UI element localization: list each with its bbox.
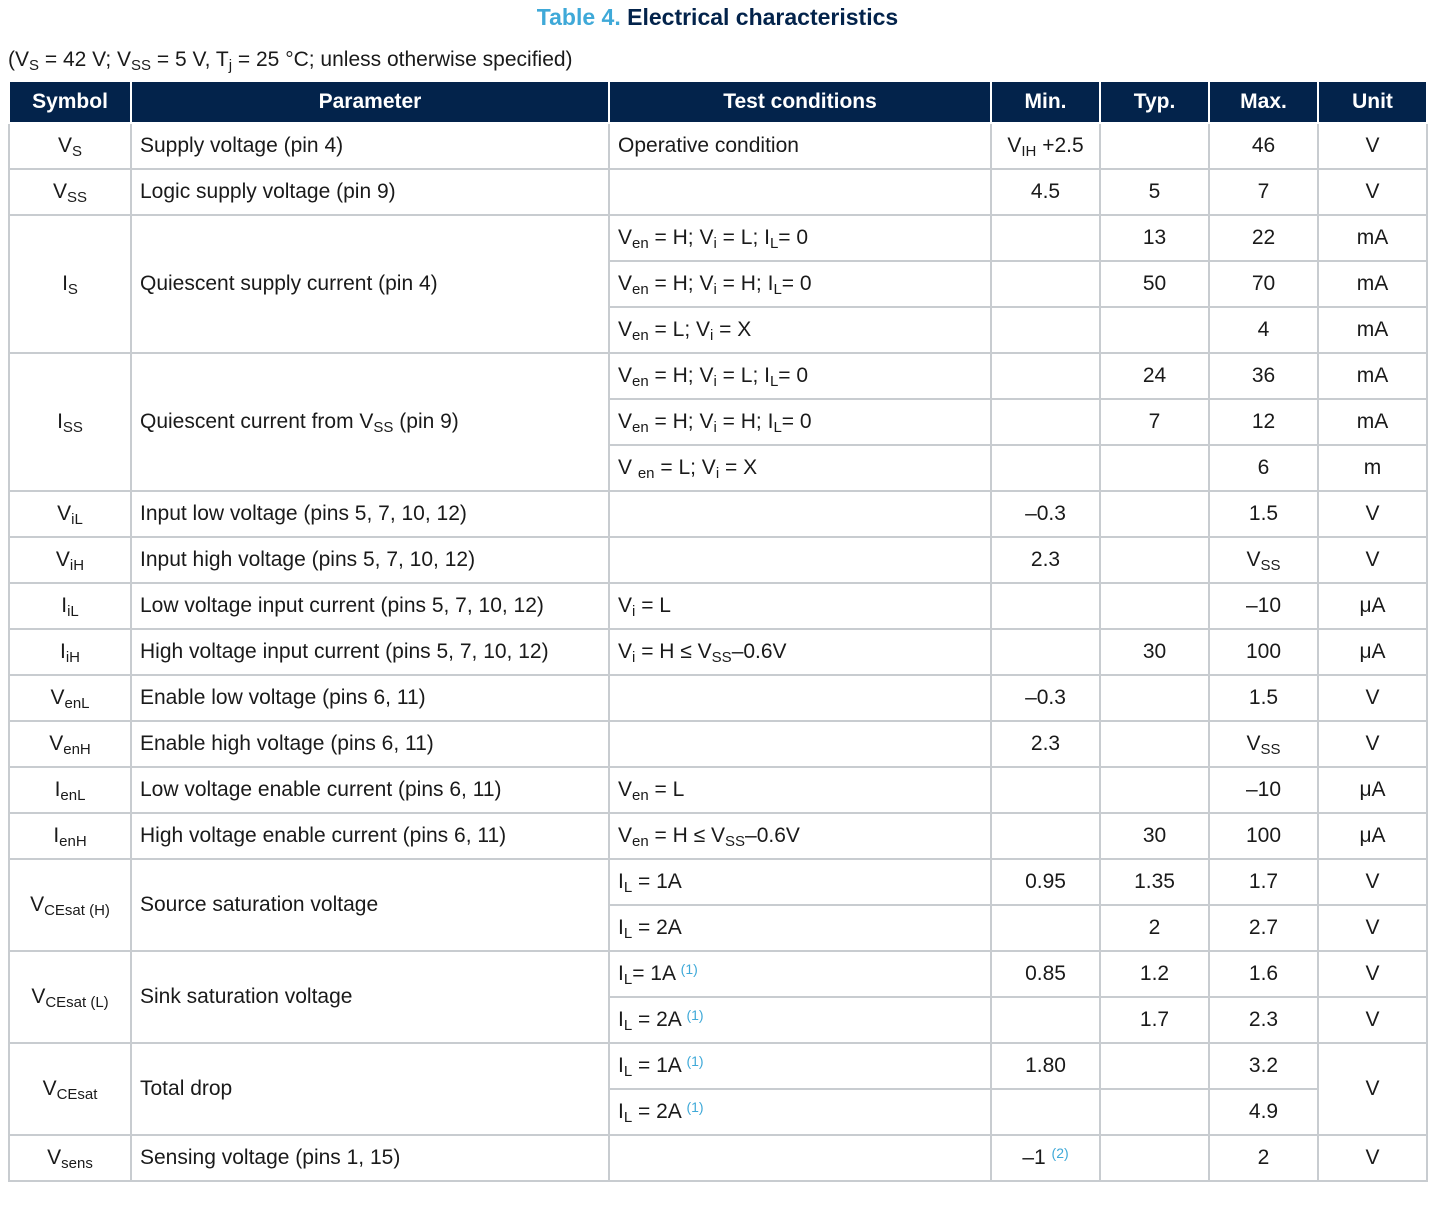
unit-cell: V <box>1318 951 1427 997</box>
header-test-conditions: Test conditions <box>609 81 991 123</box>
parameter-cell: Source saturation voltage <box>131 859 609 951</box>
electrical-characteristics-table <box>8 80 1428 1182</box>
table-number: Table 4. <box>536 4 621 30</box>
test-conditions-cell <box>609 675 991 721</box>
test-conditions-cell <box>609 537 991 583</box>
max-cell: 2.3 <box>1209 997 1318 1043</box>
typ-cell <box>1100 445 1209 491</box>
min-cell <box>991 905 1100 951</box>
typ-cell: 50 <box>1100 261 1209 307</box>
min-cell: –0.3 <box>991 491 1100 537</box>
test-conditions-cell: $I_L = 2A$ $^{(1)}$ <box>609 1089 991 1135</box>
symbol-cell: $V_S$ <box>9 123 131 169</box>
table-row <box>9 123 1427 169</box>
unit-cell: mA <box>1318 399 1427 445</box>
test-conditions-cell: $I_L = 2A$ $^{(1)}$ <box>609 997 991 1043</box>
unit-cell: m <box>1318 445 1427 491</box>
parameter-cell: Low voltage input current (pins 5, 7, 10, 12) <box>131 583 609 629</box>
unit-cell: μA <box>1318 629 1427 675</box>
test-conditions-cell <box>609 169 991 215</box>
min-cell: –0.3 <box>991 675 1100 721</box>
unit-cell: V <box>1318 1135 1427 1181</box>
table-row <box>9 583 1427 629</box>
test-conditions-cell: $V_{en} = H$; $V_i = H$; $I_L= 0$ <box>609 399 991 445</box>
test-conditions-cell: $V_{en} = H$; $V_i = H$; $I_L= 0$ <box>609 261 991 307</box>
unit-cell: V <box>1318 859 1427 905</box>
symbol-cell: $I_{SS}$ <box>9 353 131 491</box>
typ-cell <box>1100 1043 1209 1089</box>
test-conditions-cell: $V_i = H \le V_{SS}-0.6V$ <box>609 629 991 675</box>
test-conditions-note: ($V_S = 42$ V; $V_{SS} = 5$ V, $T_j = 25$ °C; unless otherwise specified) <box>8 48 573 74</box>
typ-cell: 13 <box>1100 215 1209 261</box>
min-cell <box>991 629 1100 675</box>
header-min: Min. <box>991 81 1100 123</box>
parameter-cell: Logic supply voltage (pin 9) <box>131 169 609 215</box>
symbol-cell: $V_{CEsat}$ <box>9 1043 131 1135</box>
table-row <box>9 675 1427 721</box>
max-cell: 2.7 <box>1209 905 1318 951</box>
max-cell: 46 <box>1209 123 1318 169</box>
typ-cell <box>1100 1135 1209 1181</box>
max-cell: 4 <box>1209 307 1318 353</box>
typ-cell: 1.7 <box>1100 997 1209 1043</box>
parameter-cell: Quiescent supply current (pin 4) <box>131 215 609 353</box>
unit-cell: V <box>1318 997 1427 1043</box>
table-row <box>9 813 1427 859</box>
table-row <box>9 215 1427 261</box>
test-conditions-cell: $V_i = L$ <box>609 583 991 629</box>
typ-cell <box>1100 123 1209 169</box>
typ-cell <box>1100 721 1209 767</box>
max-cell: 1.7 <box>1209 859 1318 905</box>
max-cell: 4.9 <box>1209 1089 1318 1135</box>
parameter-cell: Sensing voltage (pins 1, 15) <box>131 1135 609 1181</box>
parameter-cell: Sink saturation voltage <box>131 951 609 1043</box>
test-conditions-cell <box>609 721 991 767</box>
test-conditions-cell <box>609 491 991 537</box>
unit-cell: V <box>1318 675 1427 721</box>
symbol-cell: $V_{SS}$ <box>9 169 131 215</box>
symbol-cell: $I_{enL}$ <box>9 767 131 813</box>
test-conditions-cell <box>609 1135 991 1181</box>
unit-cell: mA <box>1318 307 1427 353</box>
max-cell: 70 <box>1209 261 1318 307</box>
header-typ: Typ. <box>1100 81 1209 123</box>
max-cell: 3.2 <box>1209 1043 1318 1089</box>
max-cell: 6 <box>1209 445 1318 491</box>
max-cell: 22 <box>1209 215 1318 261</box>
table-title <box>0 4 1435 31</box>
header-symbol: Symbol <box>9 81 131 123</box>
max-cell: 1.6 <box>1209 951 1318 997</box>
header-max: Max. <box>1209 81 1318 123</box>
test-conditions-cell: $V_{en} = H \le V_{SS}-0.6V$ <box>609 813 991 859</box>
symbol-cell: $I_S$ <box>9 215 131 353</box>
table-row <box>9 491 1427 537</box>
unit-cell: V <box>1318 537 1427 583</box>
max-cell: 2 <box>1209 1135 1318 1181</box>
unit-cell: mA <box>1318 261 1427 307</box>
parameter-cell: Quiescent current from $V_{SS}$ (pin 9) <box>131 353 609 491</box>
min-cell: 4.5 <box>991 169 1100 215</box>
unit-cell: V <box>1318 169 1427 215</box>
table-row <box>9 1135 1427 1181</box>
test-conditions-cell: $V_{en} = L$; $V_i = X$ <box>609 307 991 353</box>
typ-cell: 1.2 <box>1100 951 1209 997</box>
min-cell: 0.95 <box>991 859 1100 905</box>
typ-cell: 24 <box>1100 353 1209 399</box>
min-cell <box>991 767 1100 813</box>
min-cell: –1 $^{(2)}$ <box>991 1135 1100 1181</box>
typ-cell <box>1100 767 1209 813</box>
symbol-cell: $V_{enL}$ <box>9 675 131 721</box>
unit-cell: V <box>1318 491 1427 537</box>
max-cell: 36 <box>1209 353 1318 399</box>
test-conditions-cell: $I_L = 2A$ <box>609 905 991 951</box>
table-row <box>9 951 1427 997</box>
max-cell: $V_{SS}$ <box>1209 537 1318 583</box>
header-row <box>9 81 1427 123</box>
unit-cell: mA <box>1318 215 1427 261</box>
min-cell <box>991 215 1100 261</box>
unit-cell: V <box>1318 123 1427 169</box>
min-cell <box>991 1089 1100 1135</box>
typ-cell <box>1100 1089 1209 1135</box>
symbol-cell: $V_{enH}$ <box>9 721 131 767</box>
typ-cell <box>1100 537 1209 583</box>
table-row <box>9 859 1427 905</box>
min-cell <box>991 813 1100 859</box>
typ-cell <box>1100 307 1209 353</box>
min-cell <box>991 399 1100 445</box>
typ-cell <box>1100 583 1209 629</box>
table-row <box>9 721 1427 767</box>
parameter-cell: Total drop <box>131 1043 609 1135</box>
test-conditions-cell: $I_L = 1A$ <box>609 859 991 905</box>
table-row <box>9 169 1427 215</box>
symbol-cell: $V_{CEsat (L)}$ <box>9 951 131 1043</box>
test-conditions-cell: $V_{en} = H$; $V_i = L$; $I_L= 0$ <box>609 353 991 399</box>
unit-cell: V <box>1318 905 1427 951</box>
max-cell: $V_{SS}$ <box>1209 721 1318 767</box>
typ-cell: 1.35 <box>1100 859 1209 905</box>
min-cell <box>991 997 1100 1043</box>
symbol-cell: $I_{enH}$ <box>9 813 131 859</box>
header-parameter: Parameter <box>131 81 609 123</box>
table-body <box>9 123 1427 1181</box>
typ-cell: 5 <box>1100 169 1209 215</box>
table-row <box>9 353 1427 399</box>
min-cell <box>991 445 1100 491</box>
max-cell: 1.5 <box>1209 491 1318 537</box>
min-cell <box>991 583 1100 629</box>
parameter-cell: High voltage input current (pins 5, 7, 10, 12) <box>131 629 609 675</box>
parameter-cell: Low voltage enable current (pins 6, 11) <box>131 767 609 813</box>
typ-cell: 30 <box>1100 629 1209 675</box>
test-conditions-cell: $V_{en} = H$; $V_i = L$; $I_L= 0$ <box>609 215 991 261</box>
table-row <box>9 767 1427 813</box>
min-cell: 2.3 <box>991 721 1100 767</box>
test-conditions-cell: Operative condition <box>609 123 991 169</box>
max-cell: 1.5 <box>1209 675 1318 721</box>
typ-cell: 7 <box>1100 399 1209 445</box>
table-row <box>9 1043 1427 1089</box>
unit-cell: μA <box>1318 813 1427 859</box>
parameter-cell: Input low voltage (pins 5, 7, 10, 12) <box>131 491 609 537</box>
max-cell: –10 <box>1209 767 1318 813</box>
header-unit: Unit <box>1318 81 1427 123</box>
typ-cell <box>1100 491 1209 537</box>
table-title-text: Electrical characteristics <box>627 4 899 30</box>
min-cell <box>991 353 1100 399</box>
parameter-cell: High voltage enable current (pins 6, 11) <box>131 813 609 859</box>
table-row <box>9 537 1427 583</box>
typ-cell: 2 <box>1100 905 1209 951</box>
parameter-cell: Enable high voltage (pins 6, 11) <box>131 721 609 767</box>
symbol-cell: $V_{iL}$ <box>9 491 131 537</box>
test-conditions-cell: $V_{en} = L$ <box>609 767 991 813</box>
min-cell: $V_{IH} +2.5$ <box>991 123 1100 169</box>
max-cell: 100 <box>1209 629 1318 675</box>
min-cell: 1.80 <box>991 1043 1100 1089</box>
unit-cell: μA <box>1318 767 1427 813</box>
max-cell: 12 <box>1209 399 1318 445</box>
symbol-cell: $I_{iH}$ <box>9 629 131 675</box>
min-cell <box>991 261 1100 307</box>
unit-cell: V <box>1318 1043 1427 1135</box>
min-cell <box>991 307 1100 353</box>
parameter-cell: Supply voltage (pin 4) <box>131 123 609 169</box>
test-conditions-cell: V $_{en}$ = L; $V_i = X$ <box>609 445 991 491</box>
unit-cell: μA <box>1318 583 1427 629</box>
unit-cell: mA <box>1318 353 1427 399</box>
symbol-cell: $V_{CEsat (H)}$ <box>9 859 131 951</box>
table-row <box>9 629 1427 675</box>
typ-cell: 30 <box>1100 813 1209 859</box>
max-cell: 7 <box>1209 169 1318 215</box>
min-cell: 0.85 <box>991 951 1100 997</box>
test-conditions-cell: $I_L = 1A$ $^{(1)}$ <box>609 1043 991 1089</box>
parameter-cell: Input high voltage (pins 5, 7, 10, 12) <box>131 537 609 583</box>
symbol-cell: $I_{iL}$ <box>9 583 131 629</box>
unit-cell: V <box>1318 721 1427 767</box>
test-conditions-cell: $I_L= 1A$ $^{(1)}$ <box>609 951 991 997</box>
symbol-cell: $V_{sens}$ <box>9 1135 131 1181</box>
parameter-cell: Enable low voltage (pins 6, 11) <box>131 675 609 721</box>
min-cell: 2.3 <box>991 537 1100 583</box>
max-cell: 100 <box>1209 813 1318 859</box>
typ-cell <box>1100 675 1209 721</box>
symbol-cell: $V_{iH}$ <box>9 537 131 583</box>
max-cell: –10 <box>1209 583 1318 629</box>
